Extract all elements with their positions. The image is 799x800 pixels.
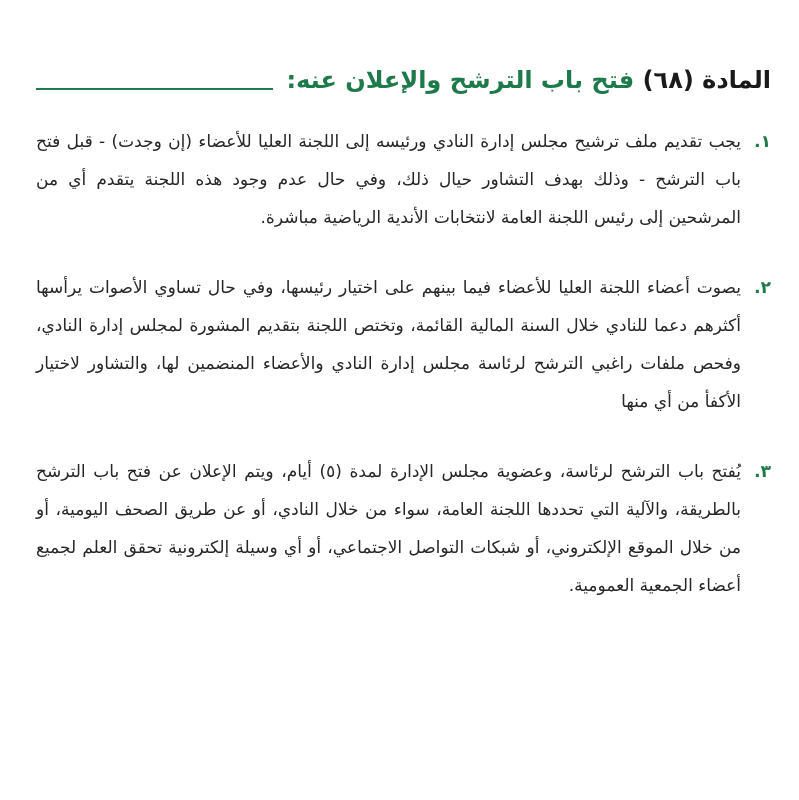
clause-text: يُفتح باب الترشح لرئاسة، وعضوية مجلس الإدارة لمدة (٥) أيام، ويتم الإعلان عن فتح باب الترشح بالطريقة، والآلية التي تحددها اللجنة العامة، سواء من خلال النادي، أو عن طريق الصحف اليومية، أو من خلال الموقع الإلكتروني، أو شبكات التواصل الاجتماعي، أو أي وسيلة إلكترونية تحقق العلم لجميع أعضاء الجمعية العمومية.	[36, 461, 741, 596]
clause-number: ٢.	[754, 277, 771, 298]
clause-item	[36, 123, 771, 237]
article-heading	[36, 66, 771, 95]
clause-number: ١.	[754, 131, 771, 152]
article-subject: فتح باب الترشح والإعلان عنه:	[286, 66, 635, 94]
clause-item	[36, 453, 771, 605]
clause-text: يصوت أعضاء اللجنة العليا للأعضاء فيما بينهم على اختيار رئيسها، وفي حال تساوي الأصوات يرأسها أكثرهم دعما للنادي خلال السنة المالية القائمة، وتختص اللجنة بتقديم المشورة لمجلس إدارة النادي، وفحص ملفات راغبي الترشح لرئاسة مجلس إدارة النادي والأعضاء المنضمين لها، والتشاور لاختيار الأكفأ من أي منها	[36, 277, 741, 412]
clause-number: ٣.	[754, 461, 771, 482]
article-title	[287, 66, 771, 95]
clause-text: يجب تقديم ملف ترشيح مجلس إدارة النادي ورئيسه إلى اللجنة العليا للأعضاء (إن وجدت) - قبل فتح باب الترشح - وذلك بهدف التشاور حيال ذلك، وفي حال عدم وجود هذه اللجنة يتقدم أي من المرشحين إلى رئيس اللجنة العامة لانتخابات الأندية الرياضية مباشرة.	[36, 131, 741, 228]
article-number: المادة (٦٨)	[642, 66, 771, 94]
heading-divider	[36, 88, 273, 90]
clause-list	[36, 123, 771, 605]
clause-item	[36, 269, 771, 421]
